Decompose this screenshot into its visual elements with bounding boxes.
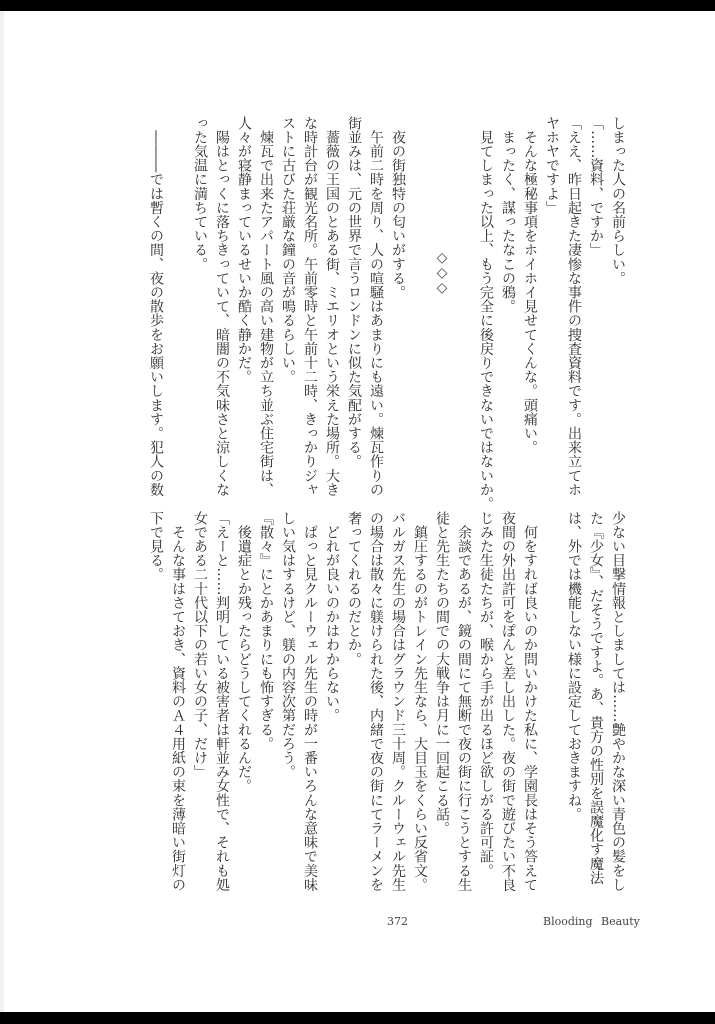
text-line: 下で見る。 (148, 511, 164, 582)
text-line: 『散々』にとかあまりにも怖すぎる。 (258, 511, 274, 751)
text-line: 少ない目撃情報としましては……艶やかな深い青色の髪をし (610, 511, 626, 892)
running-title: Blooding Beauty (543, 915, 640, 928)
text-line: ヤホヤですよ」 (544, 116, 560, 215)
text-line: 余談であるが、鏡の間にて無断で夜の街に行こうとする生 (456, 511, 472, 892)
text-block-lower (145, 511, 629, 893)
text-line: 薔薇の王国のとある街、ミエリオという栄えた場所。大き (324, 116, 340, 497)
text-line: た『少女』、だそうですよ。あ、貴方の性別を誤魔化す魔法 (588, 511, 604, 885)
text-line: 午前二時を周り、人の喧騒はあまりにも遠い。煉瓦作りの (368, 116, 384, 497)
text-line: バルガス先生の場合はグラウンド三十周。クルーウェル先生 (390, 511, 406, 892)
text-line: ―――では暫くの間、夜の散歩をお願いします。犯人の数 (148, 116, 164, 497)
text-line: しまった人の名前らしい。 (610, 116, 626, 286)
text-line: 「えーと……判明している被害者は軒並み女性で、それも処 (214, 511, 230, 892)
text-line: った気温に満ちている。 (192, 116, 208, 272)
text-line: 奢ってくれるのだとか。 (346, 511, 362, 667)
text-line: 後遺症とか残ったらどうしてくれるんだ。 (236, 511, 252, 793)
text-line: 何をすれば良いのか問いかけた私に、学園長はそう答えて (522, 511, 538, 892)
text-line: 徒と先生たちの間での大戦争は月に一回起こる話。 (434, 511, 450, 836)
text-line: 夜間の外出許可をぽんと差し出した。夜の街で遊びたい不良 (500, 511, 516, 892)
page-edge (0, 11, 4, 1012)
text-line: な時計台が観光名所。午前零時と午前十二時、きっかりジャ (302, 116, 318, 497)
blank-line (167, 116, 189, 498)
scene-break-diamonds: ◇◇◇ (434, 250, 450, 295)
page-number: 372 (387, 915, 408, 928)
text-block-upper (145, 116, 629, 511)
text-line: しい気はするけど、躾の内容次第だろう。 (280, 511, 296, 779)
text-line: 「ええ、昨日起きた凄惨な事件の捜査資料です。出来立てホ (566, 116, 582, 497)
bottom-black-bar (0, 1012, 715, 1024)
text-line: じみた生徒たちが、喉から手が出るほど欲しがる許可証。 (478, 511, 494, 878)
text-line: ストに古びた荘厳な鐘の音が鳴るらしい。 (280, 116, 296, 384)
text-line: 「……資料、ですか」 (588, 116, 604, 257)
text-line: まったく、謀ったなこの鴉。 (500, 116, 516, 314)
text-line: 人々が寝静まっているせいか酷く静かだ。 (236, 116, 252, 384)
blank-line (453, 116, 475, 498)
text-line: 見てしまった以上、もう完全に後戻りできないではないか。 (478, 116, 494, 511)
text-line: そんな極秘事項をホイホイ見せてくんな。頭痛い。 (522, 116, 538, 455)
text-line: そんな事はさておき、資料のＡ４用紙の束を薄暗い街灯の (170, 511, 186, 892)
text-line: ぱっと見クルーウェル先生の時が一番いろんな意味で美味 (302, 511, 318, 892)
text-line: 街並みは、元の世界で言うロンドンに似た気配がする。 (346, 116, 362, 469)
text-line: どれが良いのかはわからない。 (324, 511, 340, 723)
text-line: の場合は散々に躾けられた後、内緒で夜の街にてラーメンを (368, 511, 384, 892)
text-line: 鎮圧するのがトレイン先生なら、大目玉をくらい反省文。 (412, 511, 428, 892)
blank-line (409, 116, 431, 498)
text-line: 煉瓦で出来たアパート風の高い建物が立ち並ぶ住宅街は、 (258, 116, 274, 497)
top-black-bar (0, 0, 715, 11)
blank-line (541, 511, 563, 893)
text-line: 陽はとっくに落ちきっていて、暗闇の不気味さと涼しくな (214, 116, 230, 497)
text-line: 夜の街独特の匂いがする。 (390, 116, 406, 300)
text-line: 女である二十代以下の若い女の子、だけ」 (192, 511, 208, 779)
text-line: は、外では機能しない様に設定しておきますね。 (566, 511, 582, 822)
